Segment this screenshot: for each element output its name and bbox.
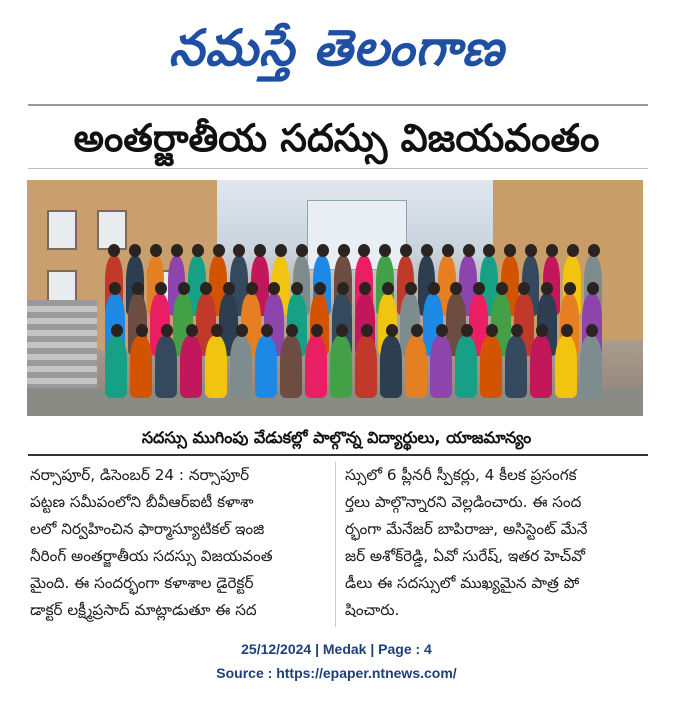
person-head (511, 324, 523, 337)
person-head (211, 324, 223, 337)
article-line: జర్ అశోక్‌రెడ్డి, ఏవో సురేష్, ఇతర హెచ్‌వో (345, 547, 585, 565)
person-figure (280, 336, 302, 398)
person-head (361, 324, 373, 337)
person-figure (255, 336, 277, 398)
person-head (496, 282, 508, 295)
photo-window (47, 210, 77, 250)
person-head (150, 244, 162, 257)
person-figure (430, 336, 452, 398)
person-figure (205, 336, 227, 398)
person-head (233, 244, 245, 257)
article-line: ర్భంగా మేనేజర్ బాపిరాజు, అసిస్టెంట్ మేనే (345, 520, 588, 538)
person-head (504, 244, 516, 257)
person-head (486, 324, 498, 337)
person-figure (555, 336, 577, 398)
person-head (473, 282, 485, 295)
person-figure (455, 336, 477, 398)
person-head (421, 244, 433, 257)
person-head (286, 324, 298, 337)
person-figure (305, 336, 327, 398)
person-head (561, 324, 573, 337)
person-head (567, 244, 579, 257)
person-head (296, 244, 308, 257)
article-line: షించారు. (345, 601, 400, 619)
person-head (546, 244, 558, 257)
person-head (588, 244, 600, 257)
person-figure (330, 336, 352, 398)
person-head (213, 244, 225, 257)
article-line: పట్టణ సమీపంలోని బీవీఆర్ఐటీ కళాశా (30, 493, 254, 511)
person-head (108, 244, 120, 257)
dateline: 25/12/2024 | Medak | Page : 4 (241, 641, 432, 657)
source-link[interactable]: Source : https://epaper.ntnews.com/ (216, 665, 457, 681)
person-head (155, 282, 167, 295)
person-head (336, 324, 348, 337)
person-head (587, 282, 599, 295)
person-head (386, 324, 398, 337)
article-line: నీరింగ్ అంతర్జాతీయ సదస్సు విజయవంత (30, 547, 273, 565)
person-head (317, 244, 329, 257)
person-head (311, 324, 323, 337)
person-head (178, 282, 190, 295)
person-head (337, 282, 349, 295)
person-head (461, 324, 473, 337)
person-head (136, 324, 148, 337)
headline-rule (28, 168, 648, 169)
article-line: నర్సాపూర్, డిసెంబర్ 24 : నర్సాపూర్ (30, 466, 250, 484)
person-figure (105, 336, 127, 398)
newspaper-masthead: నమస్తే తెలంగాణ (168, 19, 505, 77)
person-head (171, 244, 183, 257)
person-head (358, 244, 370, 257)
article-line: లలో నిర్వహించిన ఫార్మాస్యూటికల్ ఇంజి (30, 520, 265, 538)
person-head (314, 282, 326, 295)
person-figure (355, 336, 377, 398)
person-head (275, 244, 287, 257)
person-figure (155, 336, 177, 398)
person-head (236, 324, 248, 337)
person-head (483, 244, 495, 257)
person-figure (580, 336, 602, 398)
person-head (254, 244, 266, 257)
person-head (428, 282, 440, 295)
person-head (525, 244, 537, 257)
person-head (161, 324, 173, 337)
person-head (111, 324, 123, 337)
caption-divider (28, 454, 648, 456)
person-head (564, 282, 576, 295)
article-line: ర్తలు పాల్గొన్నారని వెల్లడించారు. ఈ సంద (345, 493, 582, 511)
person-head (192, 244, 204, 257)
article-column-right (345, 462, 640, 632)
person-figure (380, 336, 402, 398)
article-headline: అంతర్జాతీయ సదస్సు విజయవంతం (73, 116, 600, 160)
article-line: డాక్టర్ లక్ష్మీప్రసాద్ మాట్లాడుతూ ఈ సద (30, 601, 257, 619)
person-head (405, 282, 417, 295)
article-line: స్సులో 6 ప్లీనరీ స్పీకర్లు, 4 కీలక ప్రసంగక (345, 466, 577, 484)
person-head (186, 324, 198, 337)
person-figure (505, 336, 527, 398)
person-head (436, 324, 448, 337)
person-figure (405, 336, 427, 398)
column-separator (335, 462, 336, 627)
group-of-people (97, 242, 617, 392)
person-head (442, 244, 454, 257)
person-head (129, 244, 141, 257)
person-figure (130, 336, 152, 398)
person-head (379, 244, 391, 257)
person-figure (530, 336, 552, 398)
person-head (536, 324, 548, 337)
article-column-left (30, 462, 325, 632)
photo-steps (27, 300, 97, 390)
person-head (400, 244, 412, 257)
article-line: మైంది. ఈ సందర్భంగా కళాశాల డైరెక్టర్ (30, 574, 254, 592)
photo-caption: సదస్సు ముగింపు వేడుకల్లో పాల్గొన్న విద్యార్థులు, యాజమాన్యం (141, 428, 532, 447)
article-line: డీలు ఈ సదస్సులో ముఖ్యమైన పాత్ర పో (345, 574, 580, 592)
person-head (223, 282, 235, 295)
person-head (382, 282, 394, 295)
masthead-rule (28, 104, 648, 106)
person-figure (480, 336, 502, 398)
person-head (411, 324, 423, 337)
article-photo (27, 180, 643, 416)
person-head (338, 244, 350, 257)
person-figure (230, 336, 252, 398)
person-head (246, 282, 258, 295)
person-head (261, 324, 273, 337)
person-head (586, 324, 598, 337)
person-head (463, 244, 475, 257)
person-head (132, 282, 144, 295)
person-figure (180, 336, 202, 398)
